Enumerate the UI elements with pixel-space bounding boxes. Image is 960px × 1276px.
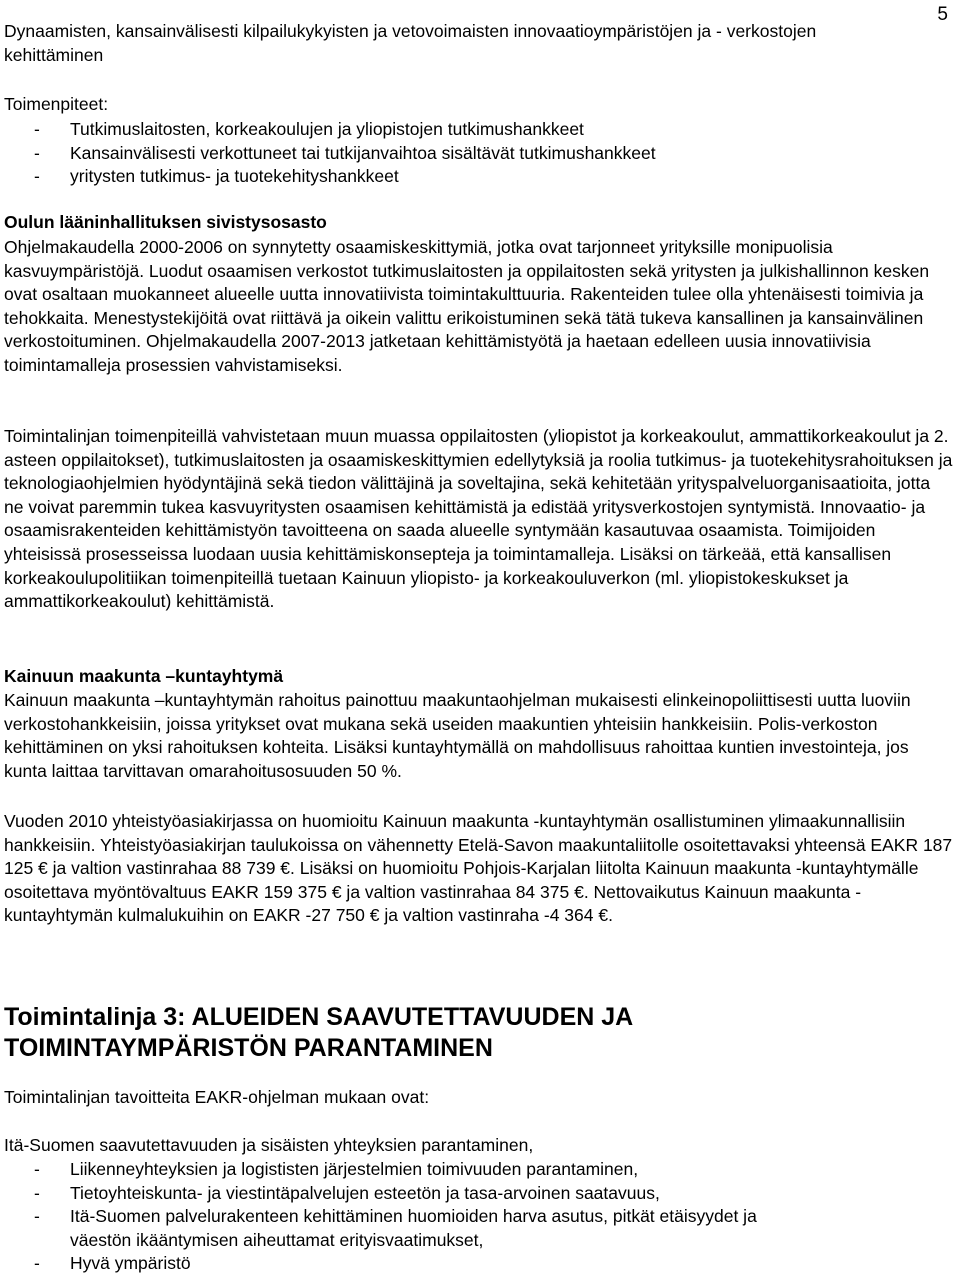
goals-list xyxy=(4,1158,954,1276)
list-item: - Hyvä ympäristö xyxy=(34,1253,191,1274)
list-item: - Tietoyhteiskunta- ja viestintäpalvelujen esteetön ja tasa-arvoinen saatavuus, xyxy=(34,1182,660,1203)
list-item: - Itä-Suomen palvelurakenteen kehittäminen huomioiden harva asutus, pitkät etäisyydet ja väestön ikääntymisen aiheuttamat erityisvaatimukset, xyxy=(34,1206,757,1250)
paragraph-toimintalinja: Toimintalinjan toimenpiteillä vahvistetaan muun muassa oppilaitosten (yliopistot ja korkeakoulut, ammattikorkeakoulut ja 2. asteen oppilaitokset), tutkimuslaitosten ja osaamiskeskittymien edellytyksiä ja roolia tutkimus- ja tuotekehitysrahoituksen ja teknologiaohjelmien hyödyntäjinä sekä tiedon välittäjinä ja soveltajina, sekä kehitetään yrityspalveluorganisaatioita, jotta ne voivat paremmin tukea kasvuyritysten osaamisen kehittämistä ja edistää yritysverkostojen syntymistä. Innovaatio- ja osaamisrakenteiden kehittämistyön tavoitteena on saada alueelle syntymään kasautuvaa osaamista. Toimijoiden yhteisissä prosesseissa luodaan uusia kehittämiskonsepteja ja toimintamalleja. Lisäksi on tärkeää, että kansallisen korkeakoulupolitiikan toimenpiteillä tuetaan Kainuun yliopisto- ja korkeakouluverkon (ml. yliopistokeskukset ja ammattikorkeakoulut) kehittämistä. xyxy=(4,426,953,612)
paragraph-kainuu: Kainuun maakunta –kuntayhtymän rahoitus painottuu maakuntaohjelman mukaisesti elinkeinopoliittisesti uutta luoviin verkostohankkeisiin, joissa yritykset ovat mukana sekä useiden maakuntien yhteisiin hankkeisiin. Polis-verkoston kehittäminen on yksi rahoituksen kohteita. Lisäksi kuntayhtymällä on mahdollisuus rahoittaa kuntien investointeja, jos kunta laittaa tarvittavan omarahoitusosuuden 50 %. xyxy=(4,690,911,781)
section3-heading xyxy=(4,1002,633,1064)
list-item: - yritysten tutkimus- ja tuotekehityshankkeet xyxy=(34,166,399,187)
section-heading-oulun: Oulun lääninhallituksen sivistysosasto xyxy=(4,212,327,232)
paragraph-vuoden-2010: Vuoden 2010 yhteistyöasiakirjassa on huomioitu Kainuun maakunta -kuntayhtymän osallistuminen ylimaakunnallisiin hankkeisiin. Yhteistyöasiakirjan taulukoissa on vähennetty Etelä-Savon maakuntaliitolle osoitettavaksi yhteensä EAKR 187 125 € ja valtion vastinrahaa 88 739 €. Lisäksi on huomioitu Pohjois-Karjalan liitolta Kainuun maakunta -kuntayhtymälle osoitettava myöntövaltuus EAKR 159 375 € ja valtion vastinrahaa 84 375 €. Nettovaikutus Kainuun maakunta -kuntayhtymän kulmalukuihin on EAKR -27 750 € ja valtion vastinraha -4 364 €. xyxy=(4,811,953,926)
section-heading-kainuu: Kainuun maakunta –kuntayhtymä xyxy=(4,666,284,686)
list-item: - Kansainvälisesti verkottuneet tai tutkijanvaihtoa sisältävät tutkimushankkeet xyxy=(34,142,656,163)
section3-heading-line: Toimintalinja 3: ALUEIDEN SAAVUTETTAVUUDEN JA xyxy=(4,1003,634,1031)
measures-list xyxy=(4,118,954,189)
section3-heading-line: TOIMINTAYMPÄRISTÖN PARANTAMINEN xyxy=(4,1034,493,1062)
goals-intro: Toimintalinjan tavoitteita EAKR-ohjelman mukaan ovat: xyxy=(4,1087,430,1107)
page-number: 5 xyxy=(937,4,948,25)
goal-heading: Itä-Suomen saavutettavuuden ja sisäisten yhteyksien parantaminen, xyxy=(4,1135,534,1155)
measures-label: Toimenpiteet: xyxy=(4,94,109,114)
list-item: - Liikenneyhteyksien ja logististen järjestelmien toimivuuden parantaminen, xyxy=(34,1159,639,1179)
paragraph-oulun: Ohjelmakaudella 2000-2006 on synnytetty osaamiskeskittymiä, jotka ovat tarjonneet yrityksille monipuolisia kasvuympäristöjä. Luodut osaamisen verkostot tutkimuslaitosten ja oppilaitosten sekä yritysten ja julkishallinnon kesken ovat osaltaan muokanneet alueelle uutta innovatiivista toimintakulttuuria. Rakenteiden tulee olla yhtenäisesti toimivia ja tehokkaita. Menestystekijöitä ovat riittävä ja oikein valittu erikoistuminen sekä tätä tukeva kansallinen ja kansainvälinen verkostoituminen. Ohjelmakaudella 2007-2013 jatketaan kehittämistyötä ja haetaan edelleen uusia innovatiivisia toimintamalleja prosessien vahvistamiseksi. xyxy=(4,237,930,375)
list-item: - Tutkimuslaitosten, korkeakoulujen ja yliopistojen tutkimushankkeet xyxy=(34,119,584,139)
intro-title: Dynaamisten, kansainvälisesti kilpailukykyisten ja vetovoimaisten innovaatioympäristöjen ja - verkostojen kehittäminen xyxy=(4,21,817,65)
